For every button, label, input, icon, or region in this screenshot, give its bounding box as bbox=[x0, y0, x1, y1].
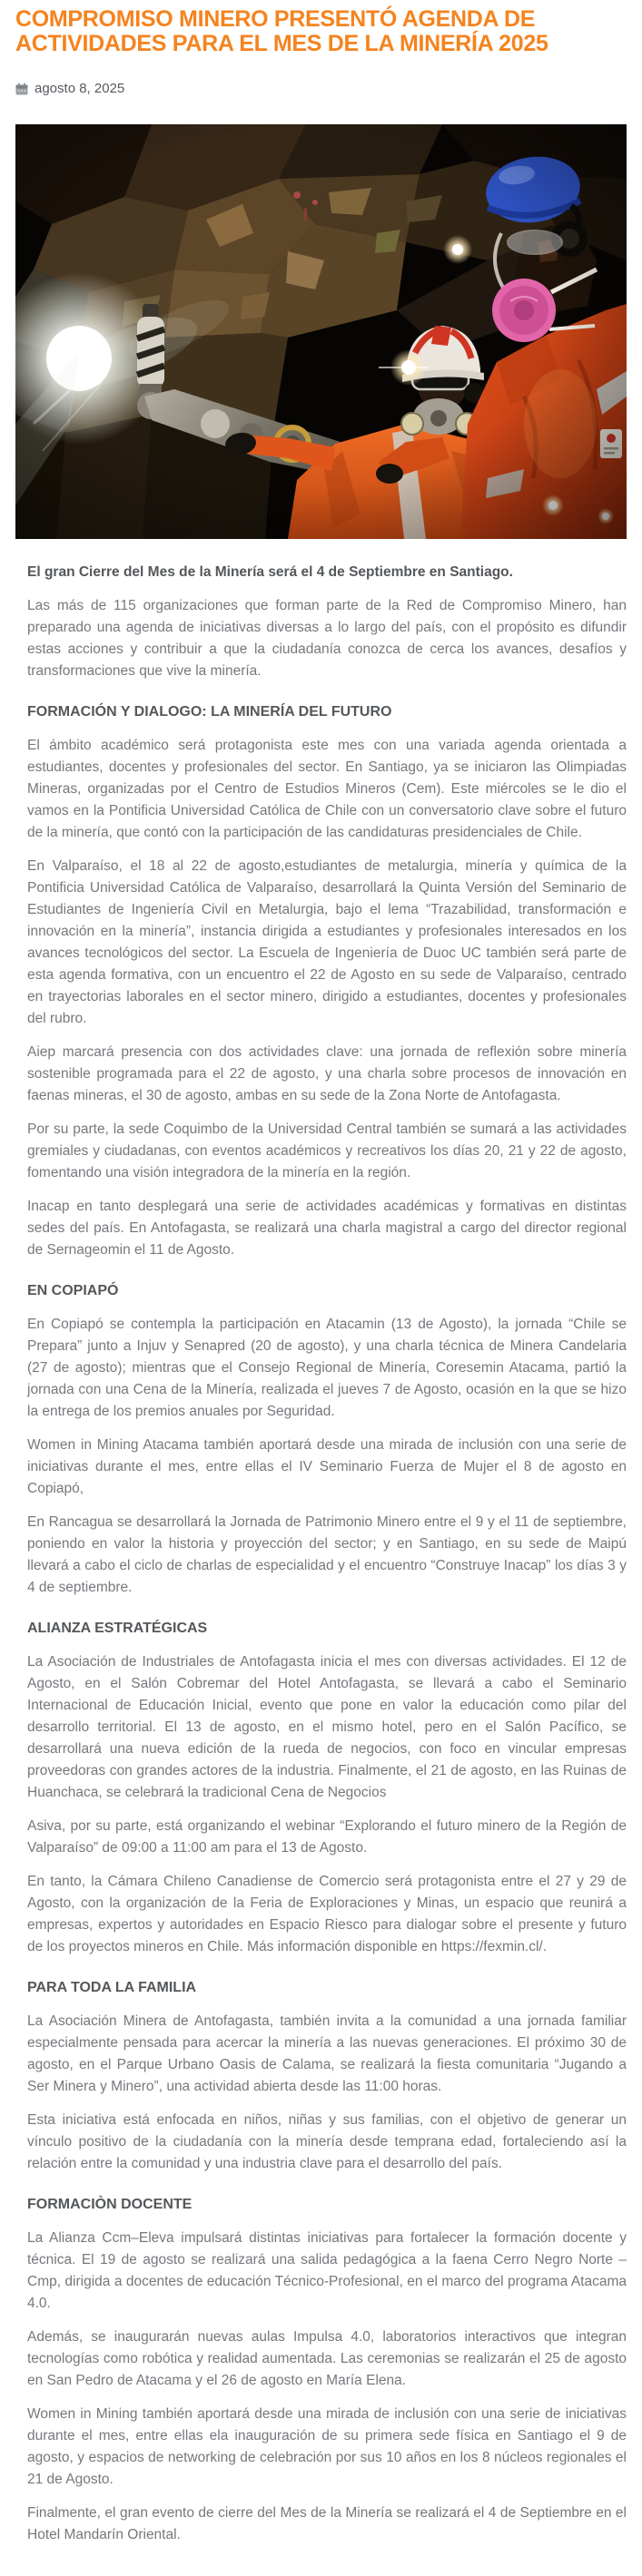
paragraph: Además, se inaugurarán nuevas aulas Impulsa 4.0, laboratorios interactivos que integran tecnologías como robótica y realidad aumentada. Las ceremonias se realizarán el 25 de agosto en San Pedro de Atacama y el 26 de agosto en María Elena. bbox=[27, 2329, 627, 2388]
paragraph: La Asociación Minera de Antofagasta, también invita a la comunidad a una jornada familiar especialmente pensada para acercar la minería a las nuevas generaciones. El próximo 30 de agosto, en el Parque Urbano Oasis de Calama, se realizará la fiesta comunitaria “Jugando a Ser Minera y Minero”, una actividad abierta desde las 11:00 horas. bbox=[27, 2013, 627, 2094]
paragraph: En Rancagua se desarrollará la Jornada de Patrimonio Minero entre el 9 y el 11 de septiembre, poniendo en valor la historia y proyección del sector; y en Santiago, en su sede de Maipú llevará a cabo el ciclo de charlas de especialidad y el encuentro “Construye Inacap” los días 3 y 4 de septiembre. bbox=[27, 1514, 627, 1595]
paragraph: Women in Mining Atacama también aportará desde una mirada de inclusión con una serie de iniciativas durante el mes, entre ellas el IV Seminario Fuerza de Mujer el 8 de agosto en Copiapó, bbox=[27, 1437, 627, 1496]
paragraph: Women in Mining también aportará desde una mirada de inclusión con una serie de iniciativas durante el mes, entre ellas ela inauguración de su primera sede física en Santiago el 9 de agosto, y espacios de networking de celebración por sus 10 años en los 8 núcleos regionales el 21 de Agosto. bbox=[27, 2406, 627, 2487]
paragraph: Las más de 115 organizaciones que forman parte de la Red de Compromiso Minero, han preparado una agenda de iniciativas diversas a lo largo del país, con el propósito es difundir estas acciones y contribuir a que la ciudadanía conozca de cerca los avances, desafíos y transformaciones que vive la minería. bbox=[27, 598, 627, 679]
paragraph: En Copiapó se contempla la participación en Atacamin (13 de Agosto), la jornada “Chile se Prepara” junto a Injuv y Senapred (20 de agosto), y una charla técnica de Minera Candelaria (27 de agosto); mientras que el Consejo Regional de Minería, Coresemin Atacama, partió la jornada con una Cena de la Minería, realizada el jueves 7 de Agosto, ocasión en la que se hizo la entrega de los premios anuales por Seguridad. bbox=[27, 1317, 627, 1419]
article-date: agosto 8, 2025 bbox=[35, 81, 125, 96]
underground-miners-photo bbox=[15, 124, 627, 539]
section-heading: EN COPIAPÓ bbox=[27, 1283, 119, 1298]
paragraph: Asiva, por su parte, está organizando el webinar “Explorando el futuro minero de la Región de Valparaíso” de 09:00 a 11:00 am para el 13 de Agosto. bbox=[27, 1818, 627, 1856]
article-meta bbox=[15, 82, 627, 96]
article-hero-image bbox=[15, 124, 627, 539]
paragraph: La Asociación de Industriales de Antofagasta inicia el mes con diversas actividades. El 12 de Agosto, en el Salón Cobremar del Hotel Antofagasta, se llevará a cabo el Seminario Internacional de Educación Inicial, evento que pone en valor la educación como pilar del desarrollo territorial. El 13 de agosto, en el mismo hotel, pero en el Salón Pacífico, se desarrollará una nueva edición de la rueda de negocios, con foco en vincular empresas proveedoras con grandes actores de la industria. Finalmente, el 21 de agosto, en las Ruinas de Huanchaca, se celebrará la tradicional Cena de Negocios bbox=[27, 1654, 627, 1800]
paragraph: El ámbito académico será protagonista este mes con una variada agenda orientada a estudiantes, docentes y profesionales del sector. En Santiago, ya se iniciaron las Olimpiadas Mineras, organizadas por el Centro de Estudios Mineros (Cem). Este miércoles se le dio el vamos en la Pontificia Universidad Católica de Chile con un conversatorio clave sobre el futuro de la minería, que contó con la participación de las candidaturas presidenciales de Chile. bbox=[27, 738, 627, 840]
paragraph: Inacap en tanto desplegará una serie de actividades académicas y formativas en distintas sedes del país. En Antofagasta, se realizará una charla magistral a cargo del director regional de Sernageomin el 11 de Agosto. bbox=[27, 1199, 627, 1258]
section-heading: FORMACIÒN DOCENTE bbox=[27, 2197, 193, 2212]
calendar-icon bbox=[15, 83, 28, 95]
section-heading: ALIANZA ESTRATÉGICAS bbox=[27, 1621, 208, 1636]
article-body bbox=[15, 562, 627, 2546]
paragraph: La Alianza Ccm–Eleva impulsará distintas iniciativas para fortalecer la formación docente y técnica. El 19 de agosto se realizará una salida pedagógica a la faena Cerro Negro Norte – Cmp, dirigida a docentes de educación Técnico-Profesional, en el marco del programa Atacama 4.0. bbox=[27, 2230, 627, 2311]
paragraph: Por su parte, la sede Coquimbo de la Universidad Central también se sumará a las actividades gremiales y ciudadanas, con eventos académicos y recreativos los días 20, 21 y 22 de agosto, fomentando una visión integradora de la minería en la región. bbox=[27, 1121, 627, 1180]
page-title: COMPROMISO MINERO PRESENTÓ AGENDA DE ACTIVIDADES PARA EL MES DE LA MINERÍA 2025 bbox=[15, 6, 548, 56]
paragraph: Esta iniciativa está enfocada en niños, niñas y sus familias, con el objetivo de generar un vínculo positivo de la ciudadanía con la minería desde temprana edad, fortaleciendo así la relación entre la comunidad y una industria clave para el desarrollo del país. bbox=[27, 2112, 627, 2171]
section-heading: FORMACIÓN Y DIALOGO: LA MINERÍA DEL FUTURO bbox=[27, 704, 392, 720]
paragraph: En tanto, la Cámara Chileno Canadiense de Comercio será protagonista entre el 27 y 29 de Agosto, con la organización de la Feria de Exploraciones y Minas, un espacio que reunirá a empresas, expertos y autoridades en Espacio Riesco para dialogar sobre el presente y futuro de los proyectos mineros en Chile. Más información disponible en https://fexmin.cl/. bbox=[27, 1874, 627, 1954]
image-caption: El gran Cierre del Mes de la Minería será el 4 de Septiembre en Santiago. bbox=[27, 564, 513, 580]
paragraph: Finalmente, el gran evento de cierre del Mes de la Minería se realizará el 4 de Septiembre en el Hotel Mandarín Oriental. bbox=[27, 2505, 627, 2542]
paragraph: En Valparaíso, el 18 al 22 de agosto,estudiantes de metalurgia, minería y química de la Pontificia Universidad Católica de Valparaíso, desarrollará la Quinta Versión del Seminario de Estudiantes de Ingeniería Civil en Metalurgia, bajo el lema “Trazabilidad, transformación e innovación en la minería”, instancia dirigida a estudiantes y profesionales interesados en los avances tecnológicos del sector. La Escuela de Ingeniería de Duoc UC también será parte de esta agenda formativa, con un encuentro el 22 de Agosto en su sede de Valparaíso, centrado en trayectorias laborales en el sector minero, dirigido a estudiantes, docentes y profesionales del rubro. bbox=[27, 858, 627, 1026]
section-heading: PARA TODA LA FAMILIA bbox=[27, 1980, 197, 1995]
paragraph: Aiep marcará presencia con dos actividades clave: una jornada de reflexión sobre minería sostenible programada para el 22 de agosto, y una charla sobre procesos de innovación en faenas mineras, el 30 de agosto, ambas en su sede de la Zona Norte de Antofagasta. bbox=[27, 1044, 627, 1103]
